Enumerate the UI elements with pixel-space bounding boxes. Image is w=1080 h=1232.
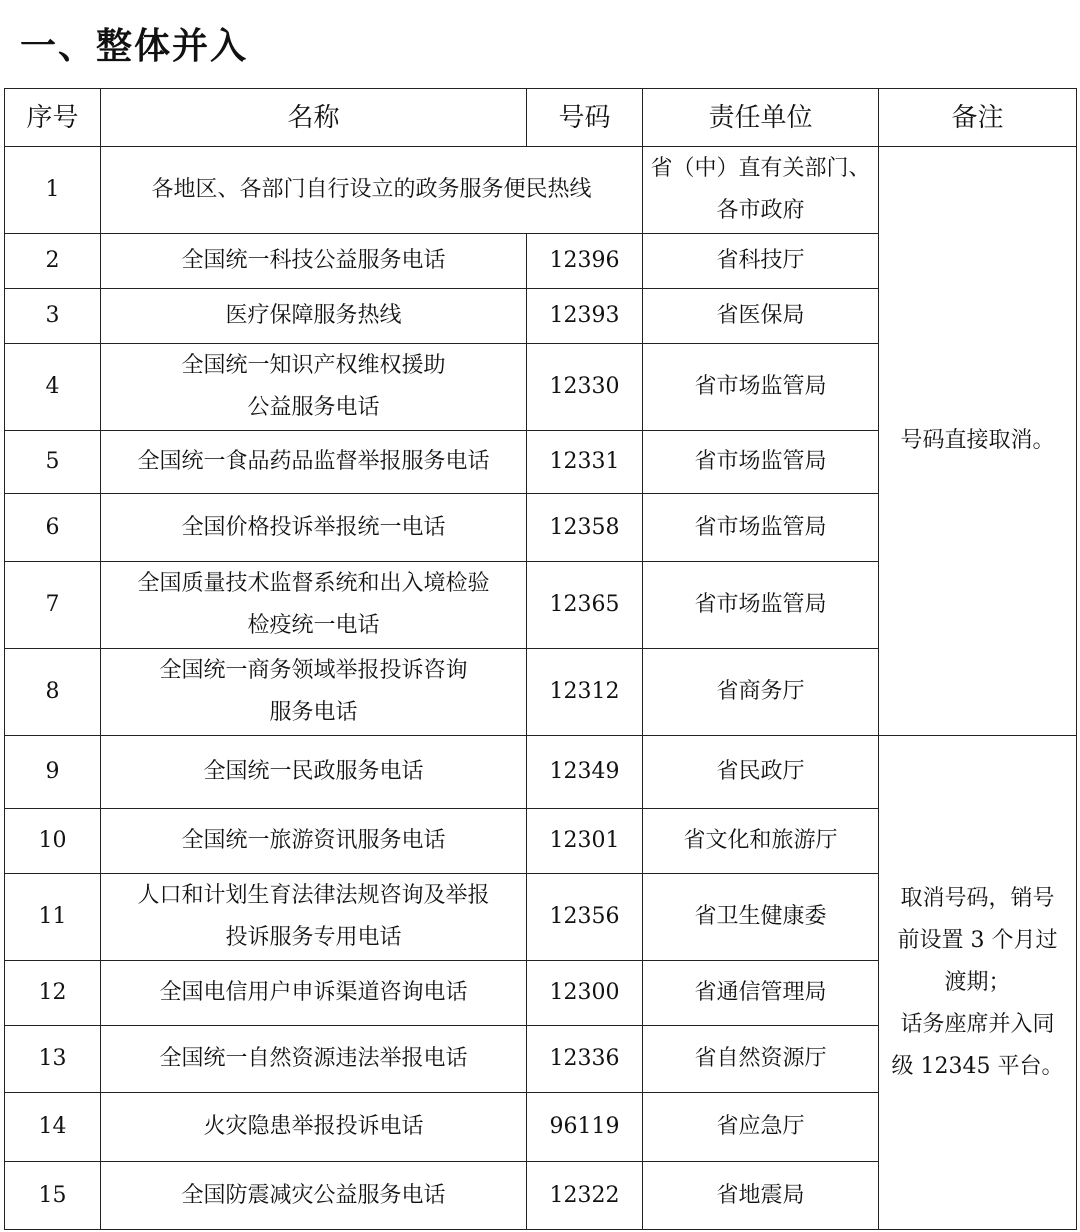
row-unit [643,1026,879,1093]
row-unit-line: 省自然资源厅 [694,1046,827,1071]
row-unit [643,1162,879,1230]
note-cell-group2 [879,736,1077,1230]
row-name-line: 全国统一民政服务电话 [203,759,424,784]
row-index: 2 [5,234,101,289]
row-unit-line: 省市场监管局 [694,449,827,474]
table-row [5,736,1077,809]
row-unit [643,961,879,1026]
row-name-line: 火灾隐患举报投诉电话 [203,1114,424,1139]
row-name [101,874,527,961]
row-number: 12365 [527,562,643,649]
row-name-line: 全国统一旅游资讯服务电话 [181,828,446,853]
row-index: 1 [5,147,101,234]
row-index: 11 [5,874,101,961]
header-name: 名称 [101,89,527,147]
row-number: 96119 [527,1093,643,1162]
header-number: 号码 [527,89,643,147]
row-index: 14 [5,1093,101,1162]
row-number: 12331 [527,431,643,494]
row-unit-line: 省民政厅 [716,759,805,784]
row-name [101,1026,527,1093]
row-name-line: 全国统一知识产权维权援助 [181,353,446,378]
note-line: 话务座席并入同 [900,1011,1055,1037]
row-index: 8 [5,649,101,736]
row-name-line: 全国电信用户申诉渠道咨询电话 [159,980,468,1005]
row-name [101,562,527,649]
header-index: 序号 [5,89,101,147]
row-name [101,809,527,874]
row-number: 12349 [527,736,643,809]
note-line: 号码直接取消。 [900,428,1055,453]
header-unit: 责任单位 [643,89,879,147]
row-name [101,736,527,809]
row-unit-line: 省（中）直有关部门、 [650,156,871,181]
row-number: 12300 [527,961,643,1026]
row-index: 3 [5,289,101,344]
row-number: 12312 [527,649,643,736]
row-name-line: 全国统一食品药品监督举报服务电话 [137,449,490,474]
row-unit [643,494,879,562]
row-name-line: 公益服务电话 [247,395,380,420]
row-number: 12396 [527,234,643,289]
row-name-line: 全国价格投诉举报统一电话 [181,514,446,540]
row-name-line: 全国防震减灾公益服务电话 [181,1182,446,1208]
row-index: 7 [5,562,101,649]
row-name-line: 人口和计划生育法律法规咨询及举报 [137,883,490,908]
row-name [101,289,527,344]
row-unit-line: 省地震局 [716,1182,805,1208]
row-unit [643,344,879,431]
row-unit [643,649,879,736]
row-index: 4 [5,344,101,431]
row-number: 12356 [527,874,643,961]
row-name [101,147,643,234]
row-number: 12330 [527,344,643,431]
row-index: 9 [5,736,101,809]
row-name-line: 服务电话 [269,700,358,725]
page-title: 一、整体并入 [20,26,249,67]
table-row [5,147,1077,234]
header-note: 备注 [879,89,1077,147]
row-name [101,961,527,1026]
row-number: 12358 [527,494,643,562]
row-index: 15 [5,1162,101,1230]
note-line: 渡期； [944,969,1011,995]
row-name-line: 全国统一科技公益服务电话 [181,248,446,273]
row-unit [643,289,879,344]
row-name-line: 医疗保障服务热线 [225,303,402,328]
note-line: 取消号码，销号 [900,885,1055,911]
note-line: 前设置 3 个月过 [897,927,1058,953]
row-name [101,1093,527,1162]
row-unit-line: 省市场监管局 [694,592,827,617]
row-name [101,431,527,494]
table-header-row [5,89,1077,147]
row-number: 12301 [527,809,643,874]
row-name-line: 全国质量技术监督系统和出入境检验 [137,571,490,596]
row-name [101,649,527,736]
row-unit-line: 省医保局 [716,303,805,328]
note-line: 级 12345 平台。 [891,1053,1064,1079]
row-index: 5 [5,431,101,494]
row-unit [643,234,879,289]
row-unit-line: 省市场监管局 [694,374,827,399]
row-name [101,1162,527,1230]
row-name-line: 各地区、各部门自行设立的政务服务便民热线 [151,177,592,202]
row-name-line: 投诉服务专用电话 [225,925,402,950]
row-unit [643,736,879,809]
row-name [101,344,527,431]
row-unit-line: 各市政府 [716,198,805,223]
row-index: 10 [5,809,101,874]
row-unit-line: 省市场监管局 [694,514,827,540]
row-name-line: 检疫统一电话 [247,613,380,638]
row-unit-line: 省通信管理局 [694,980,827,1005]
hotline-table [4,88,1077,1230]
row-number: 12322 [527,1162,643,1230]
row-unit [643,431,879,494]
row-name [101,494,527,562]
row-index: 12 [5,961,101,1026]
row-unit-line: 省科技厅 [716,248,805,273]
row-number: 12336 [527,1026,643,1093]
row-name-line: 全国统一商务领域举报投诉咨询 [159,658,468,683]
row-name-line: 全国统一自然资源违法举报电话 [159,1046,468,1071]
row-unit [643,1093,879,1162]
row-unit-line: 省文化和旅游厅 [683,828,838,853]
row-unit-line: 省卫生健康委 [694,904,827,929]
row-unit-line: 省应急厅 [716,1114,805,1139]
row-unit-line: 省商务厅 [716,679,805,704]
row-index: 6 [5,494,101,562]
note-cell-group1 [879,147,1077,736]
row-index: 13 [5,1026,101,1093]
row-unit [643,562,879,649]
row-name [101,234,527,289]
row-unit [643,147,879,234]
row-unit [643,809,879,874]
row-number: 12393 [527,289,643,344]
row-unit [643,874,879,961]
